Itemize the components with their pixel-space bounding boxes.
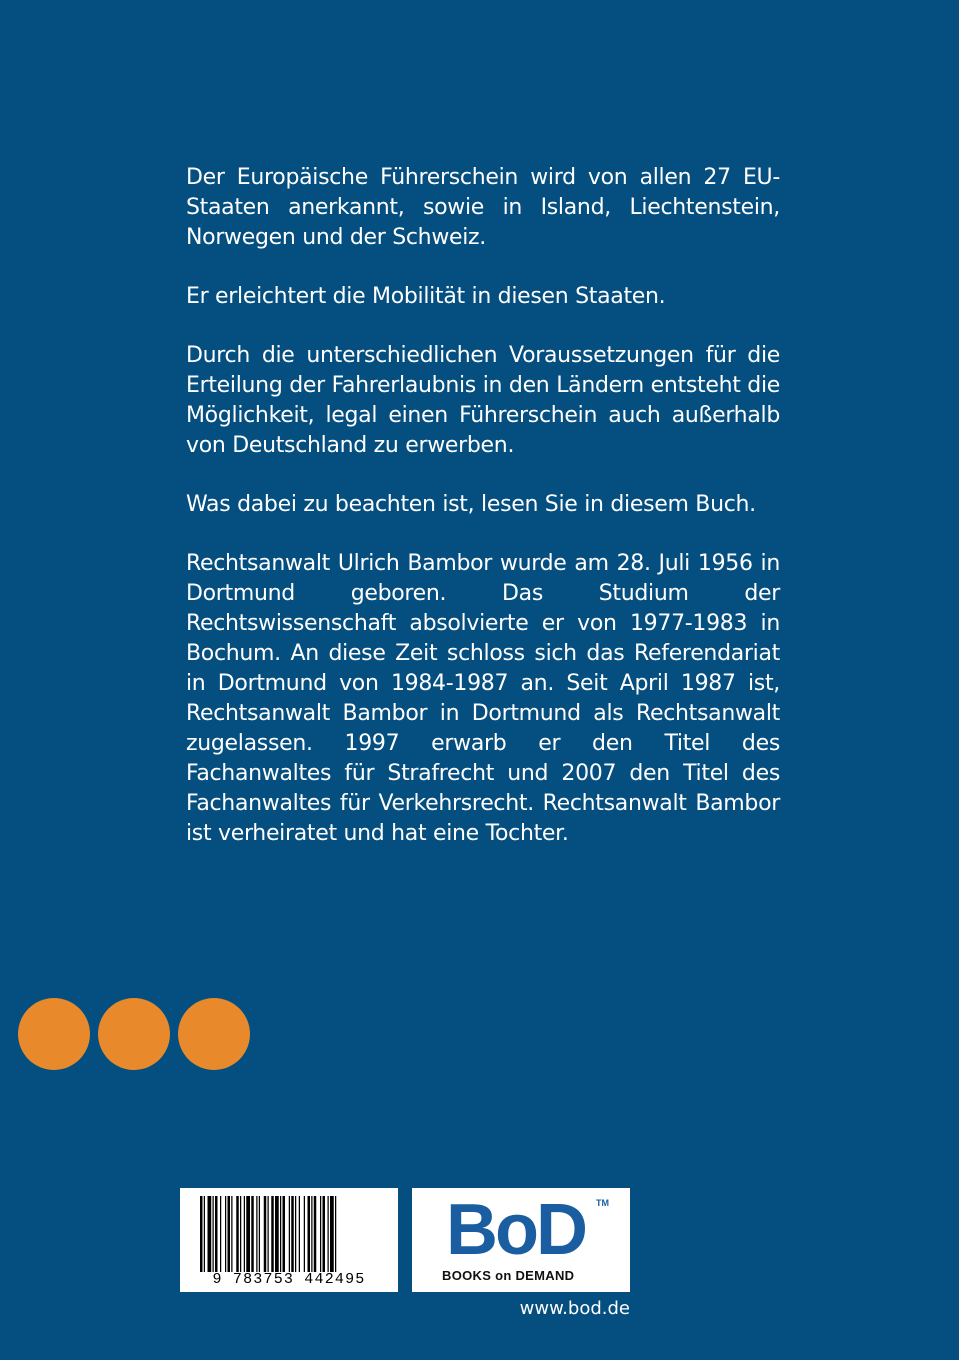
back-cover-text — [186, 163, 780, 878]
isbn-number: 9 783753 442495 — [212, 1271, 366, 1288]
orange-dot — [178, 998, 250, 1070]
orange-dot — [98, 998, 170, 1070]
decorative-dots — [18, 998, 250, 1070]
publisher-tagline: BOOKS on DEMAND — [442, 1268, 575, 1283]
blurb-paragraph-4: Was dabei zu beachten ist, lesen Sie in diesem Buch. — [186, 492, 756, 517]
blurb-paragraph-3: Durch die unterschiedlichen Voraussetzungen für die Erteilung der Fahrerlaubnis in den Ländern entsteht die Möglichkeit, legal einen Führerschein auch außerhalb von Deutschland zu erwerben. — [186, 343, 780, 458]
author-bio-paragraph: Rechtsanwalt Ulrich Bambor wurde am 28. Juli 1956 in Dortmund geboren. Das Studium der Rechtswissenschaft absolvierte er von 1977-1983 in Bochum. An diese Zeit schloss sich das Referendariat in Dortmund von 1984-1987 an. Seit April 1987 ist, Rechtsanwalt Bambor in Dortmund als Rechtsanwalt zugelassen. 1997 erwarb er den Titel des Fachanwaltes für Strafrecht und 2007 den Titel des Fachanwaltes für Verkehrsrecht. Rechtsanwalt Bambor ist verheiratet und hat eine Tochter. — [186, 551, 780, 846]
orange-dot — [18, 998, 90, 1070]
blurb-paragraph-2: Er erleichtert die Mobilität in diesen Staaten. — [186, 284, 666, 309]
blurb-paragraph-1: Der Europäische Führerschein wird von allen 27 EU-Staaten anerkannt, sowie in Island, Liechtenstein, Norwegen und der Schweiz. — [186, 165, 780, 250]
publisher-website: www.bod.de — [519, 1298, 630, 1319]
isbn-barcode — [180, 1188, 398, 1292]
publisher-logo — [412, 1188, 630, 1292]
trademark-symbol: TM — [596, 1198, 609, 1208]
bod-logo-mark: BoD — [446, 1190, 585, 1270]
